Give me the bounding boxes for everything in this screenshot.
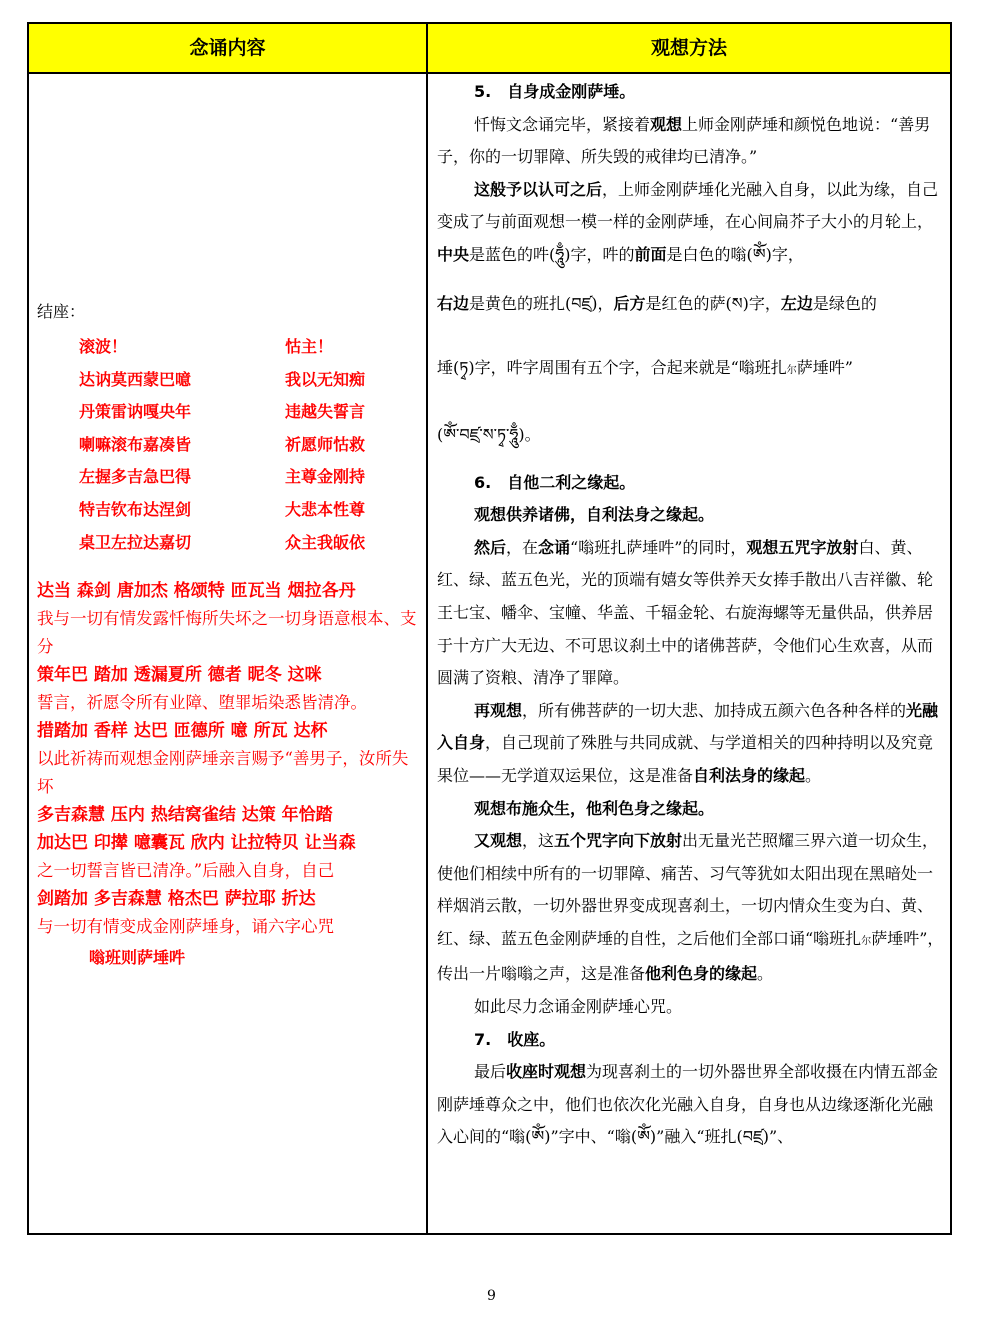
verse-row [37,494,423,527]
translation-line: 与一切有情变成金刚萨埵身，诵六字心咒 [37,917,334,937]
section-7-paragraph-1: 最后收座时观想为现喜刹土的一切外器世界全部收摄在内情五部金刚萨埵尊众之中，他们也依次化光融入自身，自身也从边缘逐渐化光融入心间的“嗡(ༀ)”字中、“嗡(ༀ)”融入“班扎(བཛྲ)”、 [437,1062,939,1147]
translation-line: 以此祈祷而观想金刚萨埵亲言赐予“善男子，汝所失坏 [37,749,409,797]
verse-tibetan-phonetic: 桌卫左拉达嘉切 [79,532,192,552]
table-header [29,24,950,74]
verse-row [37,396,423,429]
verse-tibetan-phonetic: 左握多吉急巴得 [79,467,192,487]
phonetic-line: 剑踏加 多吉森慧 格杰巴 萨拉耶 折达 [37,889,316,910]
verse-row [37,331,423,364]
section-6-title: 6. 自他二利之缘起。 [474,472,636,492]
mantra-block [37,577,423,941]
recitation-column [37,299,423,975]
section-7-title: 7. 收座。 [474,1029,556,1049]
phonetic-line: 加达巴 印撵 噫囊瓦 欣内 让拉特贝 让当森 [37,833,356,854]
phonetic-line: 措踏加 香样 达巴 匝德所 噫 所瓦 达杯 [37,721,328,742]
phonetic-line: 策年巴 踏加 透漏夏所 德者 昵冬 这咪 [37,665,322,686]
verse-list [37,331,423,559]
verse-tibetan-phonetic: 喇嘛滚布嘉凑皆 [79,434,192,454]
verse-chinese: 大悲本性尊 [285,499,366,519]
verse-tibetan-phonetic: 特吉钦布达涅剑 [79,499,192,519]
section-5-paragraph-4: 埵(ཏྭ)字，吽字周围有五个字，合起来就是“嗡班扎尔萨埵吽” [437,357,853,377]
closing-label: 结座： [37,302,86,321]
section-5-paragraph-3: 右边是黄色的班扎(བཛྲ)，后方是红色的萨(ས)字，左边是绿色的 [437,293,877,313]
verse-tibetan-phonetic: 滚波！ [79,337,128,356]
final-mantra: 嗡班则萨埵吽 [89,948,186,968]
verse-tibetan-phonetic: 达讷莫西蒙巴噫 [79,369,192,389]
header-visualization: 观想方法 [650,37,727,59]
section-6-paragraph-4: 如此尽力念诵金刚萨埵心咒。 [474,997,683,1017]
section-5-paragraph-2: 这般予以认可之后，上师金刚萨埵化光融入自身，以此为缘，自己变成了与前面观想一模一样的金刚萨埵，在心间扁芥子大小的月轮上，中央是蓝色的吽(ཧཱུྃ)字，吽的前面是白色的嗡(ༀ)字， [437,179,939,264]
verse-chinese: 我以无知痴 [285,369,366,389]
translation-line: 之一切誓言皆已清净。”后融入自身，自己 [37,861,335,881]
header-recitation: 念诵内容 [189,37,266,59]
translation-line: 我与一切有情发露忏悔所失坏之一切身语意根本、支分 [37,609,417,657]
section-5-title: 5. 自身成金刚萨埵。 [474,82,636,101]
phonetic-line: 多吉森慧 压内 热结窝雀结 达策 年恰踏 [37,805,333,826]
section-5-tibetan-mantra: (ༀ་བཛྲ་ས་ཏྭ་ཧཱུྃ)。 [437,424,541,444]
verse-chinese: 众主我皈依 [285,532,366,552]
content-table [27,22,952,1235]
verse-row [37,461,423,494]
section-6-subtitle-2: 观想布施众生，他利色身之缘起。 [474,798,715,818]
section-6-paragraph-2: 再观想，所有佛菩萨的一切大悲、加持成五颜六色各种各样的光融入自身，自己现前了殊胜与共同成就、与学道相关的四种持明以及究竟果位——无学道双运果位，这是准备自利法身的缘起。 [437,700,939,785]
section-6-paragraph-1: 然后，在念诵“嗡班扎萨埵吽”的同时，观想五咒字放射白、黄、红、绿、蓝五色光，光的顶端有嬉女等供养天女捧手散出八吉祥徽、轮王七宝、幡伞、宝幢、华盖、千辐金轮、右旋海螺等无量供品，供养居于十方广大无边、不可思议刹土中的诸佛菩萨，令他们心生欢喜，从而圆满了资粮、清净了罪障。 [437,537,934,688]
verse-chinese: 主尊金刚持 [285,467,366,487]
verse-row [37,527,423,560]
translation-line: 誓言，祈愿令所有业障、堕罪垢染悉皆清净。 [37,693,367,713]
section-5-paragraph-1: 忏悔文念诵完毕，紧接着观想上师金刚萨埵和颜悦色地说：“善男子，你的一切罪障、所失毁的戒律均已清净。” [437,114,931,167]
section-6-subtitle-1: 观想供养诸佛，自利法身之缘起。 [474,505,715,525]
section-6-paragraph-3: 又观想，这五个咒字向下放射出无量光芒照耀三界六道一切众生，使他们相续中所有的一切罪障、痛苦、习气等犹如太阳出现在黑暗处一样烟消云散，一切外器世界变成现喜刹土，一切内情众生变为白、黄、红、绿、蓝五色金刚萨埵的自性，之后他们全部口诵“嗡班扎尔萨埵吽”，传出一片嗡嗡之声，这是准备他利色身的缘起。 [437,831,944,984]
verse-row [37,364,423,397]
verse-chinese: 祈愿师怙救 [285,434,366,454]
verse-row [37,429,423,462]
verse-chinese: 怙主！ [285,337,334,356]
verse-tibetan-phonetic: 丹策雷讷嘎央年 [79,402,192,422]
verse-chinese: 违越失誓言 [285,402,366,422]
page-number: 9 [487,1288,496,1304]
visualization-column [437,76,945,1154]
phonetic-line: 达当 森剑 唐加杰 格颂特 匝瓦当 烟拉各丹 [37,581,356,602]
column-divider [426,24,428,1233]
